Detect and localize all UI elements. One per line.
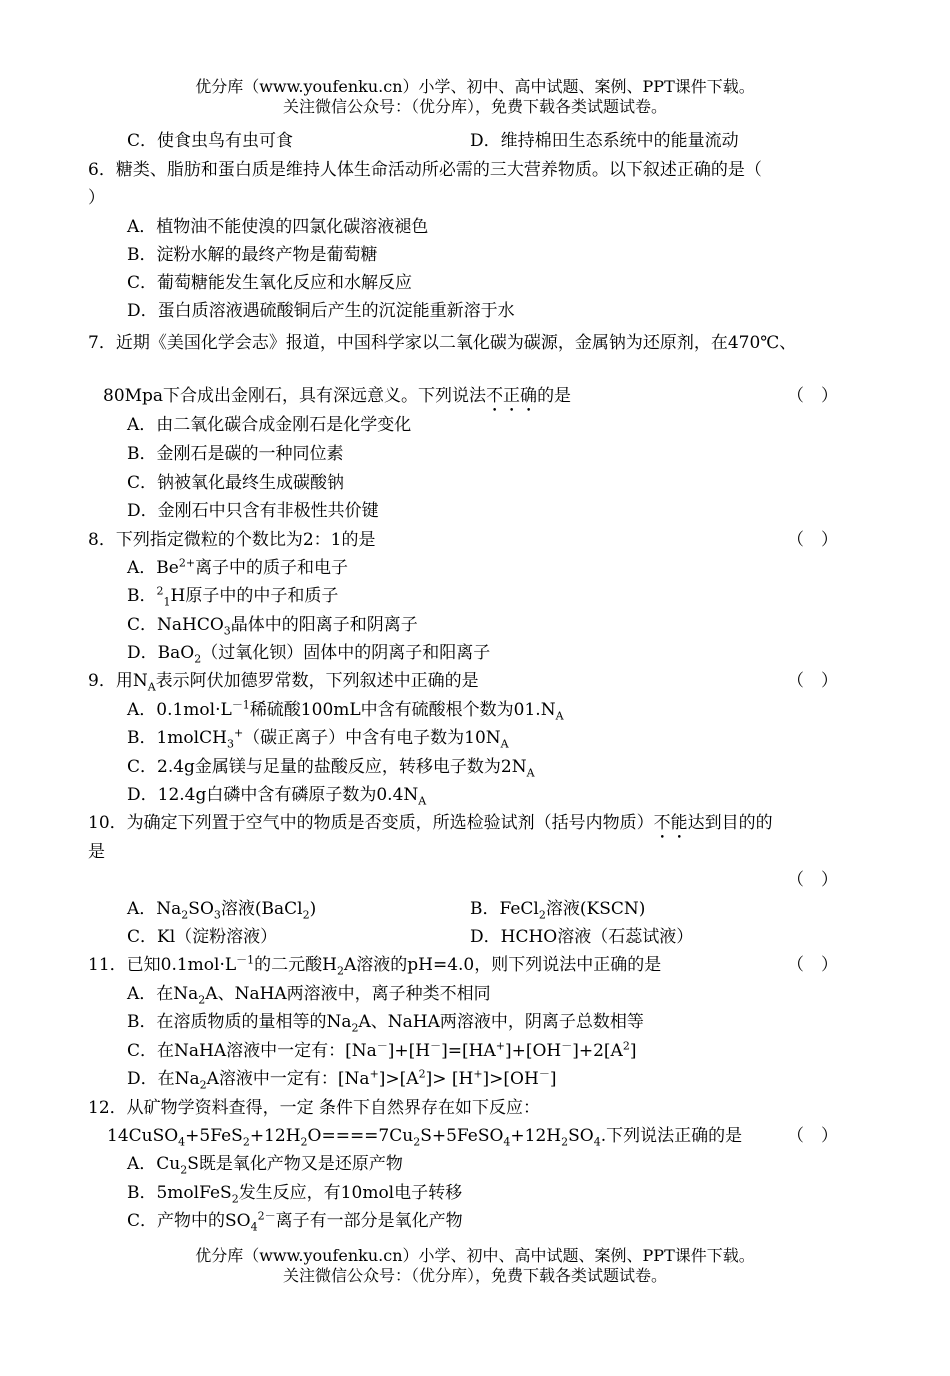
q12-option-b: B．5molFeS$_2$发生反应，有10mol电子转移 (127, 1183, 463, 1206)
q7-option-b: B．金刚石是碳的一种同位素 (127, 444, 344, 464)
q8-stem: 8．下列指定微粒的个数比为2：1的是 (88, 530, 376, 550)
header-line-2: 关注微信公众号：（优分库），免费下载各类试题试卷。 (282, 97, 667, 116)
q10-stem: 10．为确定下列置于空气中的物质是否变质，所选检验试剂（括号内物质）不能达到目的的 (88, 813, 773, 833)
q10-answer-paren: （ ） (787, 870, 838, 890)
q11-stem: 11．已知$0.1mol\cdot L^{-1}$的二元酸$H_2A$溶液的pH=4.0，则下列说法中正确的是 (88, 953, 662, 978)
q6-option-b: B．淀粉水解的最终产物是葡萄糖 (127, 245, 378, 265)
q11-option-b: B．在溶质物质的量相等的$Na_2A$、NaHA两溶液中，阴离子总数相等 (127, 1012, 644, 1035)
q9-option-a: A．$0.1mol\cdot L^{-1}$稀硫酸100mL中含有硫酸根个数为$01.N_A$ (127, 698, 564, 723)
q12-option-a: A．$Cu_2S$既是氧化产物又是还原产物 (127, 1154, 403, 1177)
q6-stem-close: ） (88, 188, 105, 208)
q7-option-d: D．金刚石中只含有非极性共价键 (127, 501, 379, 521)
q10-emphasis: 不能 (653, 813, 688, 833)
q8-option-a: A．$Be^{2+}$离子中的质子和电子 (127, 556, 349, 578)
q6-option-d: D．蛋白质溶液遇硫酸铜后产生的沉淀能重新溶于水 (127, 301, 515, 321)
q12-stem: 12．从矿物学资料查得，一定 条件下自然界存在如下反应： (88, 1098, 541, 1118)
q9-answer-paren: （ ） (787, 671, 838, 691)
q9-stem: 9．用$N_A$表示阿伏加德罗常数，下列叙述中正确的是 (88, 671, 479, 694)
q11-option-a: A．在$Na_2A$、NaHA两溶液中，离子种类不相同 (127, 984, 491, 1007)
q7-option-a: A．由二氧化碳合成金刚石是化学变化 (127, 415, 412, 435)
q6-stem: 6．糖类、脂肪和蛋白质是维持人体生命活动所必需的三大营养物质。以下叙述正确的是（ (88, 160, 762, 180)
q7-emphasis: 不正确 (486, 386, 538, 406)
footer-line-1: 优分库（www.youfenku.cn）小学、初中、高中试题、案例、PPT课件下载。 (195, 1246, 755, 1265)
q6-option-a: A．植物油不能使溴的四氯化碳溶液褪色 (127, 217, 429, 237)
q11-answer-paren: （ ） (787, 955, 838, 975)
q9-option-c: C．2.4g金属镁与足量的盐酸反应，转移电子数为$2N_A$ (127, 757, 535, 780)
header-line-1: 优分库（www.youfenku.cn）小学、初中、高中试题、案例、PPT课件下载。 (195, 77, 755, 96)
q9-option-d: D．12.4g白磷中含有磷原子数为$0.4N_A$ (127, 785, 427, 808)
q9-option-b: B．1molCH$_3$+（碳正离子）中含有电子数为$10N_A$ (127, 726, 509, 751)
q7-stem2a: 80Mpa下合成出金刚石，具有深远意义。下列说法 (103, 386, 487, 406)
q5-option-d: D．维持棉田生态系统中的能量流动 (470, 131, 739, 151)
q8-answer-paren: （ ） (787, 530, 838, 550)
q11-option-c: C．在NaHA溶液中一定有：$[Na^-]+[H^-]=[HA^+]+[OH^-]+2[A^2]$ (127, 1039, 637, 1061)
q12-answer-paren: （ ） (787, 1126, 838, 1146)
q11-option-d: D．在$Na_2A$溶液中一定有：$[Na^+]>[A^2]> [H^+]>[OH^-]$ (127, 1067, 557, 1092)
q7-option-c: C．钠被氧化最终生成碳酸钠 (127, 473, 345, 493)
q12-option-c: C．产物中的$SO_4^{2-}$离子有一部分是氧化产物 (127, 1209, 463, 1234)
q10-option-d: D．HCHO溶液（石蕊试液） (470, 927, 694, 947)
q10-option-b: B．FeCl$_2$溶液(KSCN) (470, 899, 646, 922)
q7-stem: 7．近期《美国化学会志》报道，中国科学家以二氧化碳为碳源，金属钠为还原剂，在470℃、 (88, 333, 797, 353)
q10-stem-line2: 是 (88, 842, 105, 862)
q7-answer-paren: （ ） (787, 386, 838, 406)
q12-equation: $14CuSO_4+5FeS_2+12H_2O====7Cu_2S+5FeSO_4+12H_2SO_4$.下列说法正确的是 (107, 1126, 743, 1149)
q7-stem-line2 (103, 385, 571, 416)
q8-option-c: C．NaHCO$_3$晶体中的阳离子和阴离子 (127, 615, 418, 638)
footer-line-2: 关注微信公众号：（优分库），免费下载各类试题试卷。 (282, 1266, 667, 1285)
q7-stem2c: 的是 (537, 386, 572, 406)
q6-option-c: C．葡萄糖能发生氧化反应和水解反应 (127, 273, 413, 293)
q5-option-c: C．使食虫鸟有虫可食 (127, 131, 294, 151)
q10-option-a: A．$Na_2SO_3$溶液(BaCl$_2$) (127, 899, 317, 922)
q10-option-c: C．Kl（淀粉溶液） (127, 927, 278, 947)
q8-option-b: B．$^2_1$H原子中的中子和质子 (127, 584, 339, 609)
q8-option-d: D．BaO$_2$（过氧化钡）固体中的阴离子和阳离子 (127, 643, 491, 666)
